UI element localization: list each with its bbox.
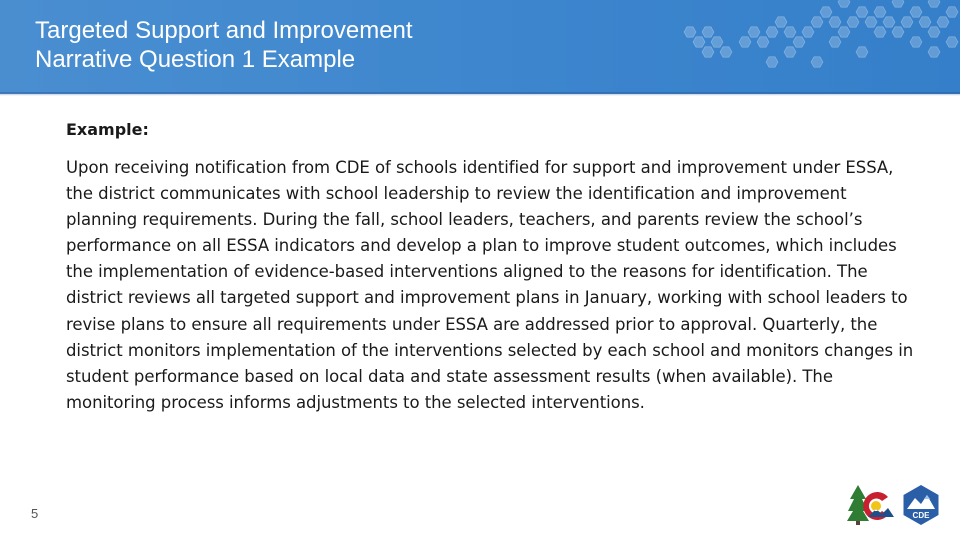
hexagon-pattern-decoration [670, 0, 960, 94]
example-label: Example: [66, 120, 149, 139]
page-number: 5 [31, 506, 39, 521]
example-paragraph: Upon receiving notification from CDE of schools identified for support and improvement under ESSA, the district communicates with school leadership to review the identification and improvement planning requirements. During the fall, school leaders, teachers, and parents review the school’s performance on all ESSA indicators and develop a plan to improve student outcomes, which includes the implementation of evidence-based interventions aligned to the reasons for identification. The district reviews all targeted support and improvement plans in January, working with school leaders to revise plans to ensure all requirements under ESSA are addressed prior to approval. Quarterly, the district monitors implementation of the interventions selected by each school and monitors changes in student performance based on local data and state assessment results (when available). The monitoring process informs adjustments to the selected interventions. [66, 158, 914, 412]
slide-title-line-2: Narrative Question 1 Example [35, 46, 356, 73]
slide-body [66, 120, 916, 416]
colorado-logo [846, 483, 898, 525]
slide-title-line-1: Targeted Support and Improvement [35, 17, 413, 44]
cde-logo [900, 484, 942, 526]
slide-header [0, 0, 960, 94]
cde-logo-text: CDE [912, 511, 930, 520]
slide-title [35, 16, 595, 74]
tree-trunk [856, 521, 860, 525]
header-shadow [0, 92, 960, 96]
